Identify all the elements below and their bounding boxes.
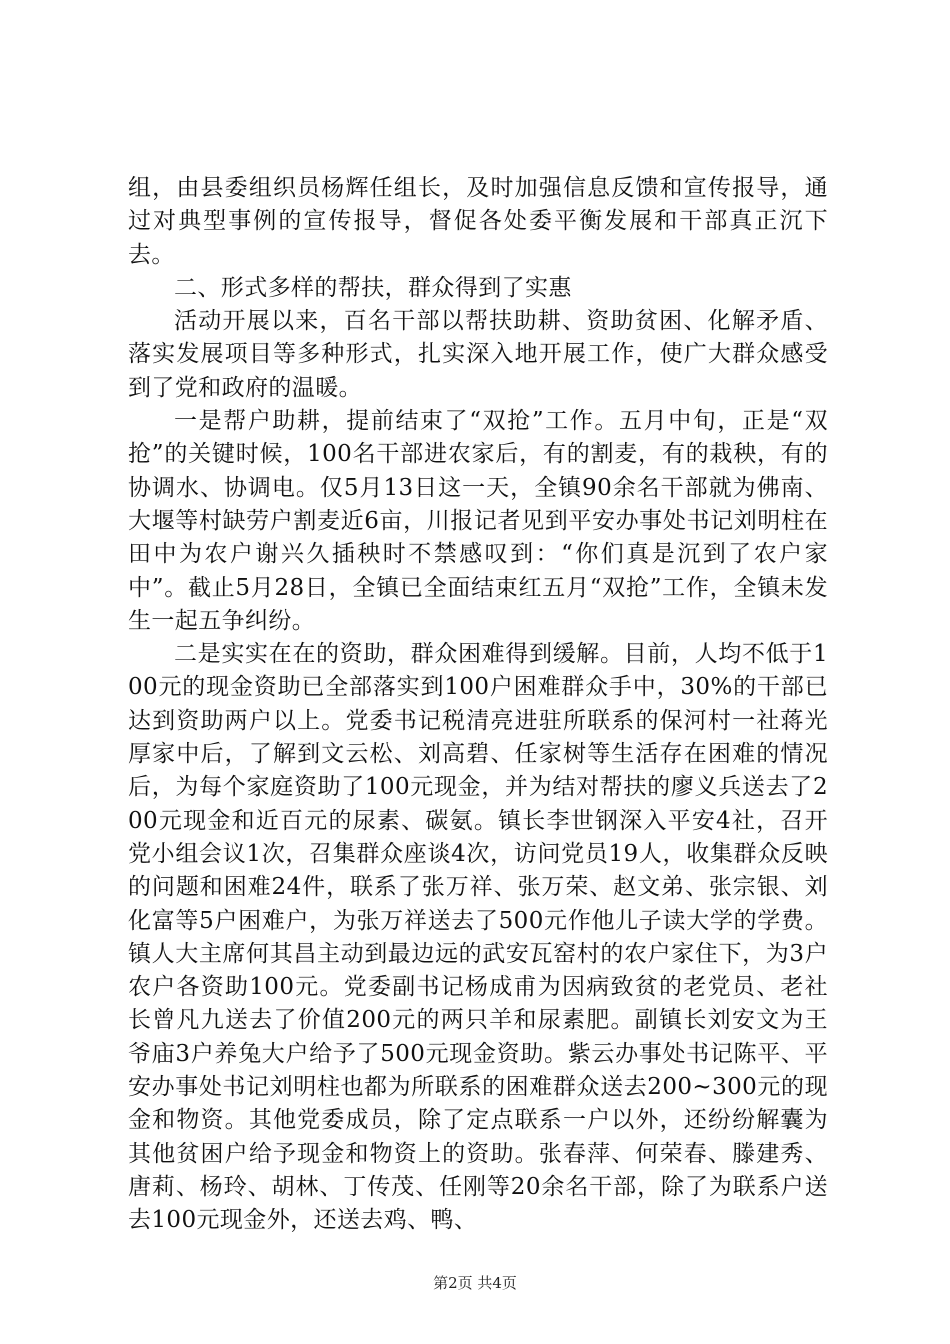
paragraph-farming-help: 一是帮户助耕，提前结束了“双抢”工作。五月中旬，正是“双抢”的关键时候，100名干部进农家后，有的割麦，有的栽秧，有的协调水、协调电。仅5月13日这一天，全镇90余名干部就为佛南、大堰等村缺劳户割麦近6亩，川报记者见到平安办事处书记刘明柱在田中为农户谢兴久插秧时不禁感叹到：“你们真是沉到了农户家中”。截止5月28日，全镇已全面结束红五月“双抢”工作，全镇未发生一起五争纠纷。 [128, 408, 828, 634]
paragraph-intro: 活动开展以来，百名干部以帮扶助耕、资助贫困、化解矛盾、落实发展项目等多种形式，扎实深入地开展工作，使广大群众感受到了党和政府的温暖。 [128, 308, 828, 401]
page-number-footer: 第2页 共4页 [433, 1274, 517, 1292]
paragraph-continuation: 组，由县委组织员杨辉任组长，及时加强信息反馈和宣传报导，通过对典型事例的宣传报导，督促各处委平衡发展和干部真正沉下去。 [128, 175, 828, 268]
document-body [128, 172, 828, 1238]
paragraph-financial-aid: 二是实实在在的资助，群众困难得到缓解。目前，人均不低于100元的现金资助已全部落实到100户困难群众手中，30%的干部已达到资助两户以上。党委书记税清亮进驻所联系的保河村一社蒋光厚家中后，了解到文云松、刘高碧、任家树等生活存在困难的情况后，为每个家庭资助了100元现金，并为结对帮扶的廖义兵送去了200元现金和近百元的尿素、碳氨。镇长李世钢深入平安4社，召开党小组会议1次，召集群众座谈4次，访问党员19人，收集群众反映的问题和困难24件，联系了张万祥、张万荣、赵文弟、张宗银、刘化富等5户困难户，为张万祥送去了500元作他儿子读大学的学费。镇人大主席何其昌主动到最边远的武安瓦窑村的农户家住下，为3户农户各资助100元。党委副书记杨成甫为因病致贫的老党员、老社长曾凡九送去了价值200元的两只羊和尿素肥。副镇长刘安文为王爷庙3户养兔大户给予了500元现金资助。紫云办事处书记陈平、平安办事处书记刘明柱也都为所联系的困难群众送去200~300元的现金和物资。其他党委成员，除了定点联系一户以外，还纷纷解囊为其他贫困户给予现金和物资上的资助。张春萍、何荣春、滕建秀、唐莉、杨玲、胡林、丁传茂、任刚等20余名干部，除了为联系户送去100元现金外，还送去鸡、鸭、 [128, 641, 828, 1234]
section-heading: 二、形式多样的帮扶，群众得到了实惠 [174, 274, 572, 301]
